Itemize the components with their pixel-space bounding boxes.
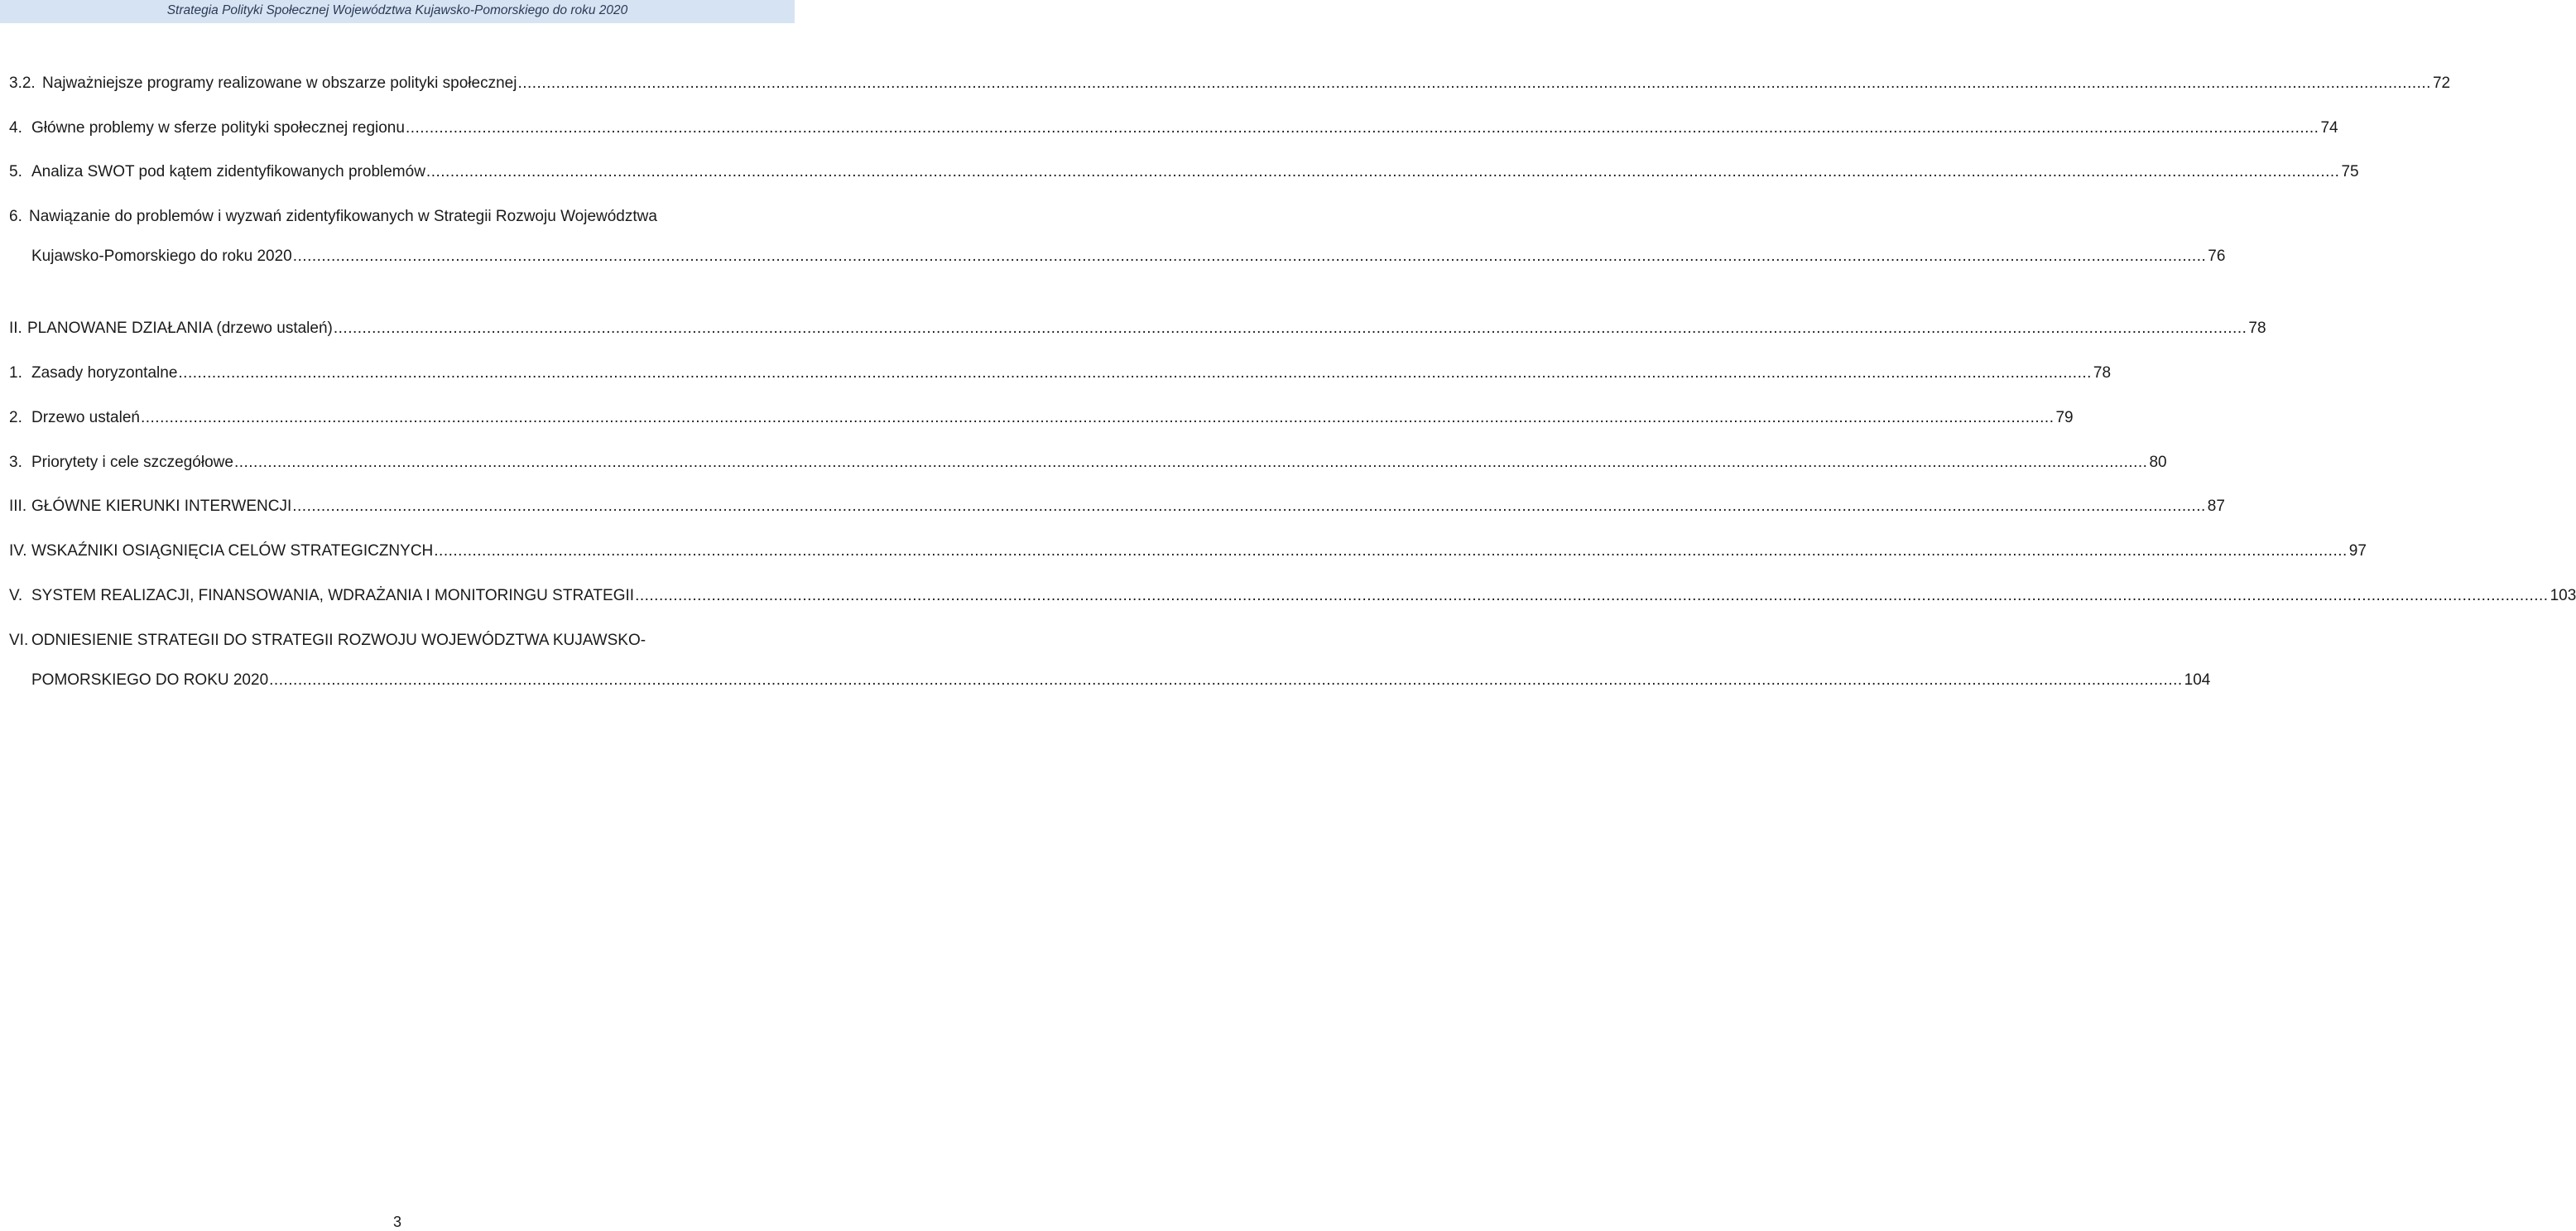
toc-dot-leader: ................................................................................................................................................................................................................................................................................................................................................................................................................ [292, 498, 2206, 515]
toc-entry-page: 76 [2208, 248, 2226, 265]
toc-entry-number: 5. [9, 163, 22, 180]
toc-dot-leader: ................................................................................................................................................................................................................................................................................................................................................................................................................ [434, 542, 2348, 560]
toc-entry-number: IV. [9, 542, 27, 560]
toc-entry-page: 80 [2149, 454, 2167, 471]
toc-dot-leader: ................................................................................................................................................................................................................................................................................................................................................................................................................ [269, 671, 2183, 689]
toc-entry-number: 1. [9, 364, 22, 382]
toc-entry-number: III. [9, 498, 27, 515]
toc-entry-number: 3.2. [9, 75, 36, 92]
toc-entry-number: 4. [9, 119, 22, 137]
running-header [0, 0, 795, 23]
toc-entry-page: 72 [2432, 75, 2451, 92]
toc-entry-number: V. [9, 587, 23, 604]
toc-entry-page: 78 [2093, 364, 2112, 382]
toc-dot-leader: ................................................................................................................................................................................................................................................................................................................................................................................................................ [233, 454, 2148, 471]
toc-entry-title: Analiza SWOT pod kątem zidentyfikowanych problemów [31, 163, 425, 180]
toc-dot-leader: ................................................................................................................................................................................................................................................................................................................................................................................................................ [405, 119, 2319, 137]
page-number: 3 [392, 1214, 401, 1230]
toc-entry-number: 2. [9, 409, 22, 426]
toc-entry-title: Drzewo ustaleń [31, 409, 140, 426]
toc-entry-number: 3. [9, 454, 22, 471]
toc-entry-number: VI. [9, 632, 29, 649]
toc-entry-title: ODNIESIENIE STRATEGII DO STRATEGII ROZWOJU WOJEWÓDZTWA KUJAWSKO- [31, 632, 646, 649]
toc-entry-title: Priorytety i cele szczegółowe [31, 454, 233, 471]
toc-dot-leader: ................................................................................................................................................................................................................................................................................................................................................................................................................ [292, 248, 2207, 265]
toc-entry-page: 104 [2184, 671, 2211, 689]
toc-entry-title: Nawiązanie do problemów i wyzwań zidentyfikowanych w Strategii Rozwoju Województwa [29, 208, 657, 225]
toc-entry-title: POMORSKIEGO DO ROKU 2020 [31, 671, 269, 689]
toc-entry-page: 74 [2320, 119, 2338, 137]
toc-entry-title: PLANOWANE DZIAŁANIA (drzewo ustaleń) [27, 320, 333, 337]
toc-entry-number: 6. [9, 208, 22, 225]
toc-dot-leader: ................................................................................................................................................................................................................................................................................................................................................................................................................ [425, 163, 2340, 180]
toc-entry-page: 78 [2248, 320, 2266, 337]
toc-entry-title: Zasady horyzontalne [31, 364, 178, 382]
toc-entry-page: 87 [2207, 498, 2225, 515]
toc-entry-page: 75 [2341, 163, 2359, 180]
toc-entry-page: 97 [2348, 542, 2367, 560]
toc-dot-leader: ................................................................................................................................................................................................................................................................................................................................................................................................................ [517, 75, 2431, 92]
toc-dot-leader: ................................................................................................................................................................................................................................................................................................................................................................................................................ [178, 364, 2092, 382]
toc-dot-leader: ................................................................................................................................................................................................................................................................................................................................................................................................................ [333, 320, 2247, 337]
toc-entry-title: SYSTEM REALIZACJI, FINANSOWANIA, WDRAŻANIA I MONITORINGU STRATEGII [31, 587, 635, 604]
toc-entry-page: 103 [2550, 587, 2576, 604]
toc-entry-title: WSKAŹNIKI OSIĄGNIĘCIA CELÓW STRATEGICZNYCH [31, 542, 434, 560]
toc-dot-leader: ................................................................................................................................................................................................................................................................................................................................................................................................................ [140, 409, 2055, 426]
toc-entry-title: GŁÓWNE KIERUNKI INTERWENCJI [31, 498, 292, 515]
toc-entry-title: Główne problemy w sferze polityki społecznej regionu [31, 119, 405, 137]
running-header-title: Strategia Polityki Społecznej Województwa Kujawsko-Pomorskiego do roku 2020 [166, 3, 628, 17]
toc-entry-number: II. [9, 320, 22, 337]
toc-entry-title: Kujawsko-Pomorskiego do roku 2020 [31, 248, 292, 265]
toc-entry-title: Najważniejsze programy realizowane w obszarze polityki społecznej [42, 75, 517, 92]
toc-entry-page: 79 [2055, 409, 2074, 426]
toc-dot-leader: ................................................................................................................................................................................................................................................................................................................................................................................................................ [635, 587, 2549, 604]
